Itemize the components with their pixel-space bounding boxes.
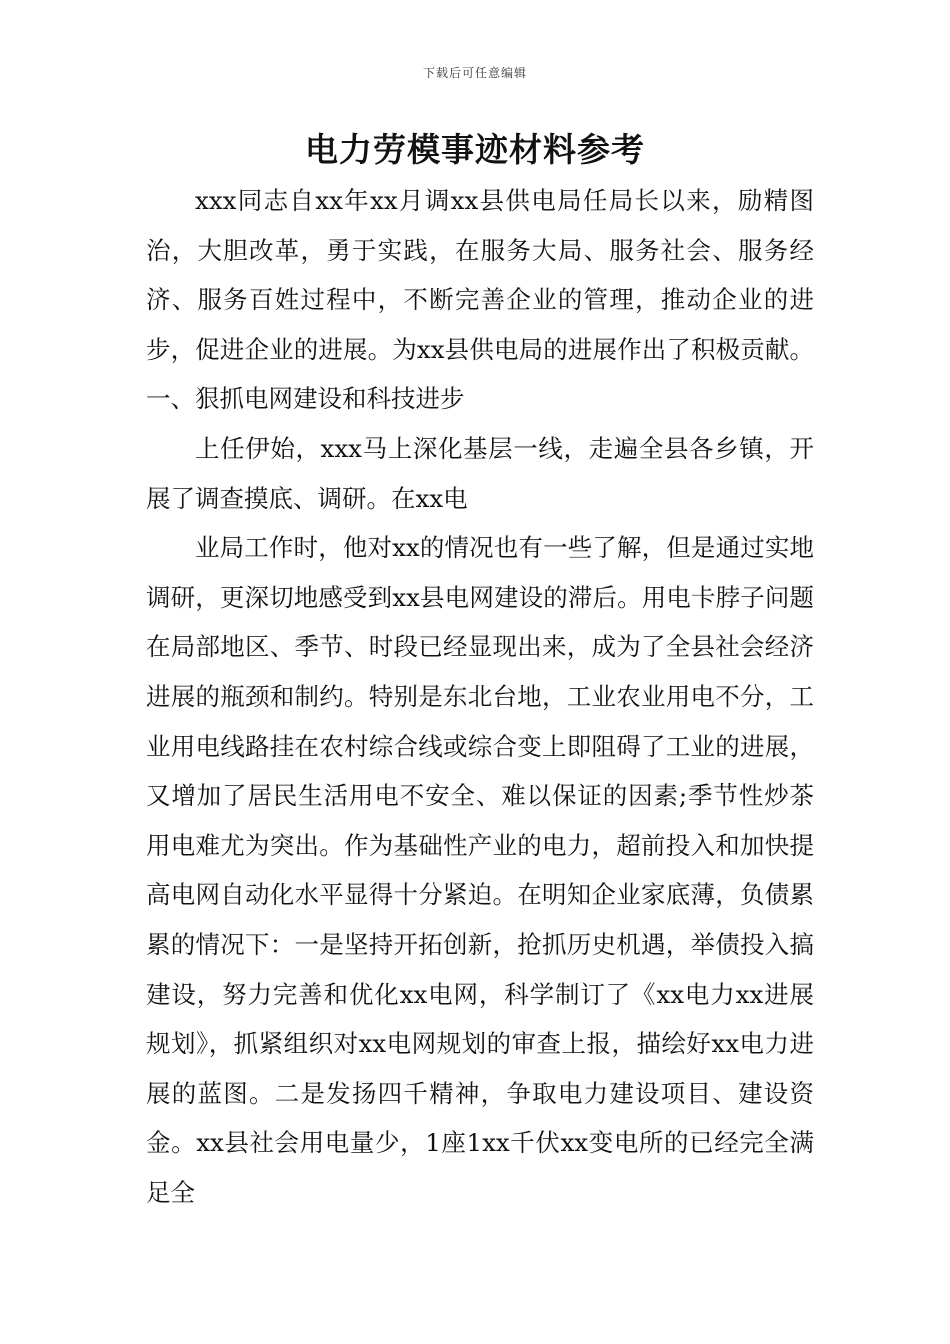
paragraph-investigation: 上任伊始，xxx马上深化基层一线，走遍全县各乡镇，开展了调查摸底、调研。在xx电 <box>146 433 814 513</box>
document-body <box>146 176 814 1217</box>
paragraph-intro: xxx同志自xx年xx月调xx县供电局任局长以来，励精图治，大胆改革，勇于实践，在服务大局、服务社会、服务经济、服务百姓过程中，不断完善企业的管理，推动企业的进步，促进企业的进展。为xx县供电局的进展作出了积极贡献。一、狠抓电网建设和科技进步 <box>146 186 814 414</box>
paragraph-grid-construction: 业局工作时，他对xx的情况也有一些了解，但是通过实地调研，更深切地感受到xx县电网建设的滞后。用电卡脖子问题在局部地区、季节、时段已经显现出来，成为了全县社会经济进展的瓶颈和制约。特别是东北台地，工业农业用电不分，工业用电线路挂在农村综合线或综合变上即阻碍了工业的进展，又增加了居民生活用电不安全、难以保证的因素;季节性炒茶用电难尤为突出。作为基础性产业的电力，超前投入和加快提高电网自动化水平显得十分紧迫。在明知企业家底薄，负债累累的情况下：一是坚持开拓创新，抢抓历史机遇，举债投入搞建设，努力完善和优化xx电网，科学制订了《xx电力xx进展规划》，抓紧组织对xx电网规划的审查上报，描绘好xx电力进展的蓝图。二是发扬四千精神，争取电力建设项目、建设资金。xx县社会用电量少，1座1xx千伏xx变电所的已经完全满足全 <box>146 533 814 1207</box>
header-note: 下载后可任意编辑 <box>422 66 527 80</box>
document-title: 电力劳模事迹材料参考 <box>305 130 645 169</box>
